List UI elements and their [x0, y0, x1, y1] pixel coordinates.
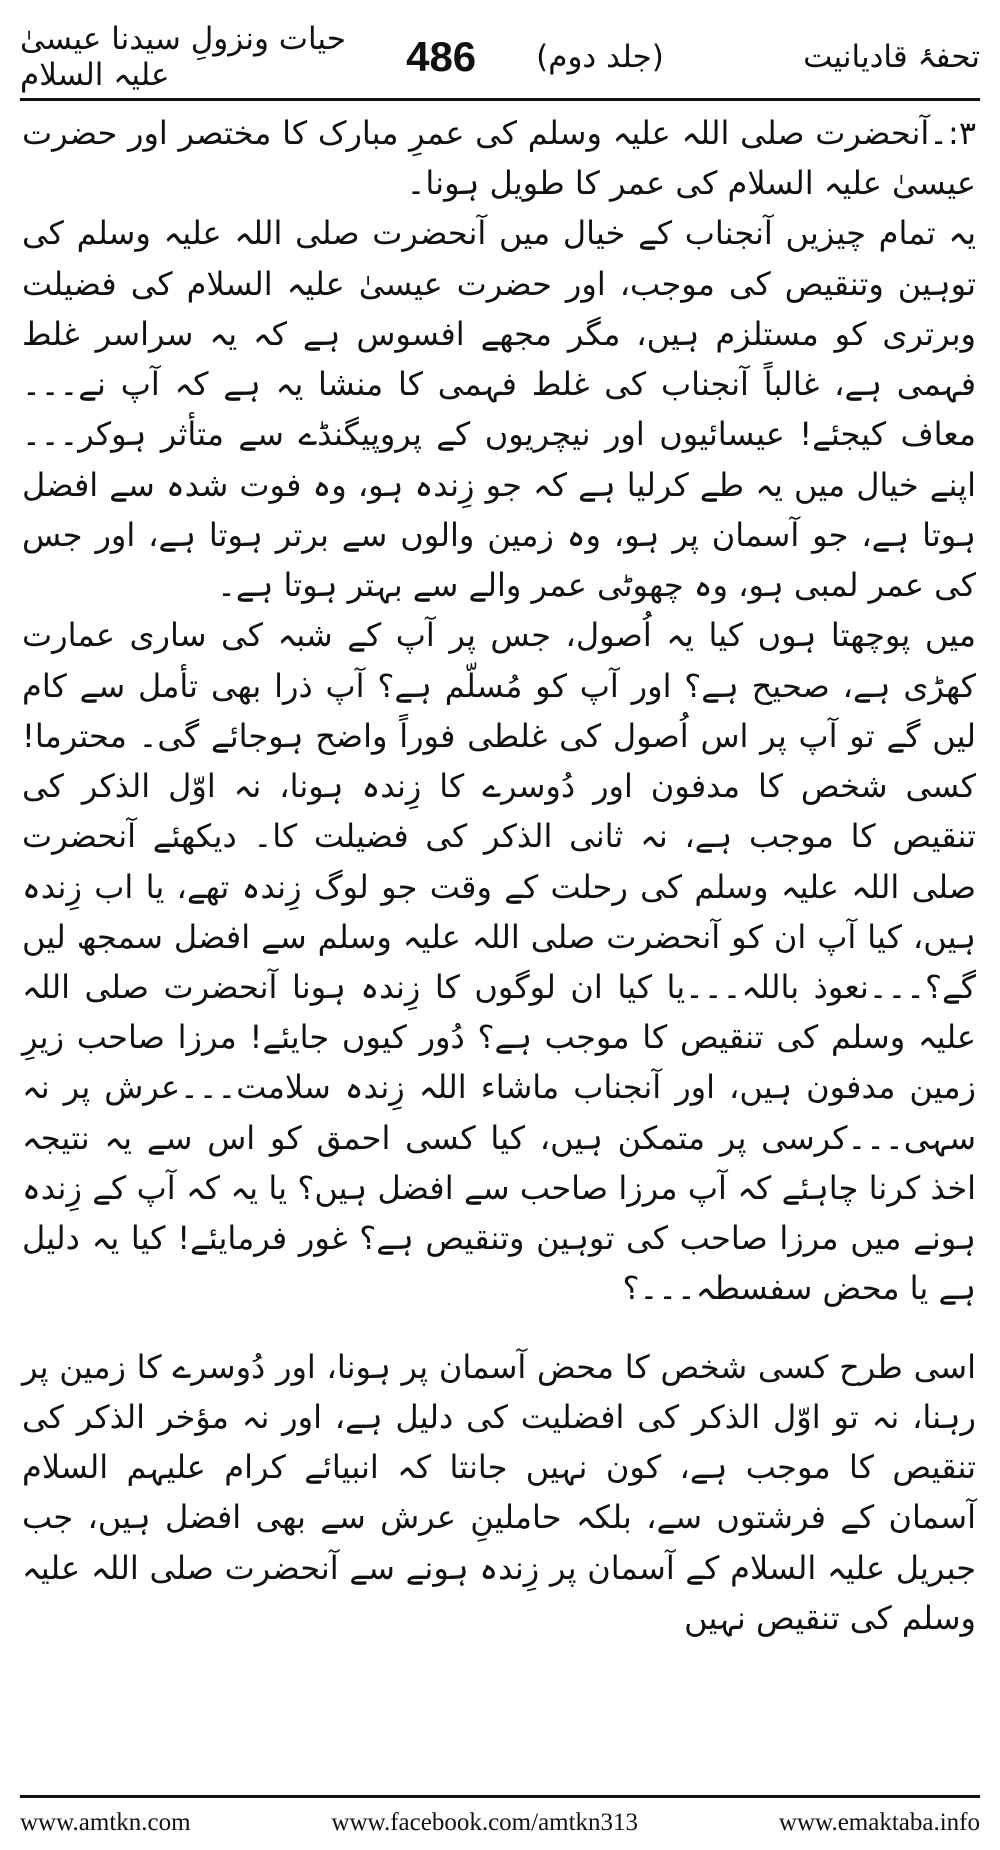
footer-divider — [20, 1795, 980, 1798]
header-book-title: تحفۂ قادیانیت — [803, 39, 980, 75]
page-body — [22, 108, 976, 1643]
paragraph-objection: یہ تمام چیزیں آنجناب کے خیال میں آنحضرت صلی اللہ علیہ وسلم کی توہین وتنقیص کی موجب، اور حضرت عیسیٰ علیہ السلام کی فضیلت وبرتری کو مستلزم ہیں، مگر مجھے افسوس ہے کہ یہ سراسر غلط فہمی ہے، غالباً آنجناب کی غلط فہمی کا منشا یہ ہے کہ آپ نے۔۔۔معاف کیجئے! عیسائیوں اور نیچریوں کے پروپیگنڈے سے متأثر ہوکر۔۔۔اپنے خیال میں یہ طے کرلیا ہے کہ جو زِندہ ہو، وہ فوت شدہ سے افضل ہوتا ہے، جو آسمان پر ہو، وہ زمین والوں سے برتر ہوتا ہے، اور جس کی عمر لمبی ہو، وہ چھوٹی عمر والے سے بہتر ہوتا ہے۔ — [22, 214, 976, 605]
header-center-group — [406, 33, 664, 81]
header-volume: (جلد دوم) — [536, 39, 664, 75]
header-divider — [20, 98, 980, 101]
footer-link-amtkn[interactable]: www.amtkn.com — [20, 1809, 191, 1836]
header-chapter-title: حیات ونزولِ سیدنا عیسیٰ علیہ السلام — [20, 21, 346, 93]
footer-link-emaktaba[interactable]: www.emaktaba.info — [778, 1809, 980, 1836]
page-footer — [20, 1803, 980, 1843]
paragraph-principle-question: میں پوچھتا ہوں کیا یہ اُصول، جس پر آپ کے شبہ کی ساری عمارت کھڑی ہے، صحیح ہے؟ اور آپ کو مُسلّم ہے؟ آپ ذرا بھی تأمل سے کام لیں گے تو آپ پر اس اُصول کی غلطی فوراً واضح ہوجائے گی۔ محترما! کسی شخص کا مدفون اور دُوسرے کا زِندہ ہونا، نہ اوّل الذکر کی تنقیص کا موجب ہے، نہ ثانی الذکر کی فضیلت کا۔ دیکھئے آنحضرت صلی اللہ علیہ وسلم کی رحلت کے وقت جو لوگ زِندہ تھے، یا اب زِندہ ہیں، کیا آپ ان کو آنحضرت صلی اللہ علیہ وسلم سے افضل سمجھ لیں گے؟۔۔۔نعوذ باللہ۔۔۔یا کیا ان لوگوں کا زِندہ ہونا آنحضرت صلی اللہ علیہ وسلم کی تنقیص کا موجب ہے؟ دُور کیوں جایئے! مرزا صاحب زیرِ زمین مدفون ہیں، اور آنجناب ماشاء اللہ زِندہ سلامت۔۔۔عرش پر نہ سہی۔۔۔کرسی پر متمکن ہیں، کیا کسی احمق کو اس سے یہ نتیجہ اخذ کرنا چاہئے کہ آپ مرزا صاحب سے افضل ہیں؟ یا یہ کہ آپ کے زِندہ ہونے میں مرزا صاحب کی توہین وتنقیص ہے؟ غور فرمایئے! کیا یہ دلیل ہے یا محض سفسطہ۔۔۔؟ — [22, 616, 976, 1308]
footer-link-facebook[interactable]: www.facebook.com/amtkn313 — [331, 1809, 639, 1836]
page-header — [20, 18, 980, 96]
page-number: 486 — [406, 33, 477, 80]
paragraph-point-3: ۳:۔آنحضرت صلی اللہ علیہ وسلم کی عمرِ مبارک کا مختصر اور حضرت عیسیٰ علیہ السلام کی عمر کا طویل ہونا۔ — [22, 114, 976, 203]
paragraph-heaven-earth: اسی طرح کسی شخص کا محض آسمان پر ہونا، اور دُوسرے کا زمین پر رہنا، نہ تو اوّل الذکر کی افضلیت کی دلیل ہے، اور نہ مؤخر الذکر کی تنقیص کا موجب ہے، کون نہیں جانتا کہ انبیائے کرام علیہم السلام آسمان کے فرشتوں سے، بلکہ حاملینِ عرش سے بھی افضل ہیں، جب جبریل علیہ السلام کے آسمان پر زِندہ ہونے سے آنحضرت صلی اللہ علیہ وسلم کی تنقیص نہیں — [22, 1347, 976, 1637]
